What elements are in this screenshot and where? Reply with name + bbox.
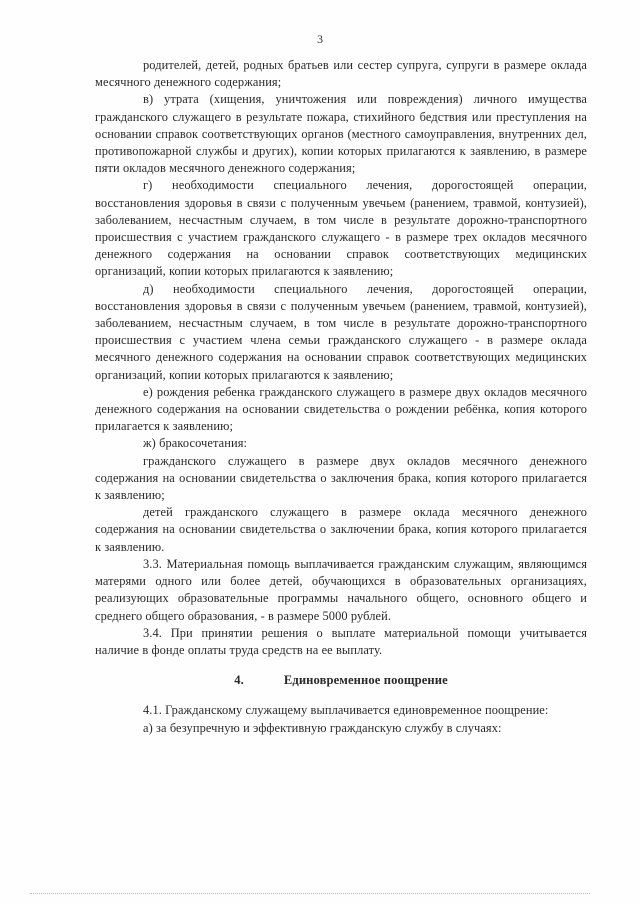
paragraph-item-e: е) рождения ребенка гражданского служащего в размере двух окладов месячного денежного содержания на основании свидетельства о рождении ребёнка, копия которого прилагается к заявлению;	[95, 384, 587, 434]
page-number: 3	[317, 32, 323, 46]
paragraph-item-v: в) утрата (хищения, уничтожения или повреждения) личного имущества гражданского служащего в результате пожара, стихийного бедствия или преступления на основании справок соответствующих органов (местного самоуправления, внутренних дел, противопожарной службы и других), копии которых прилагаются к заявлению, в размере пяти окладов месячного денежного содержания;	[95, 92, 587, 176]
paragraph-continuation: родителей, детей, родных братьев или сестер супруга, супруги в размере оклада месячного денежного содержания;	[95, 58, 587, 90]
paragraph-item-zh: ж) бракосочетания:	[143, 436, 248, 451]
section-heading	[95, 672, 587, 689]
paragraph-marriage-children: детей гражданского служащего в размере оклада месячного денежного содержания на основании свидетельства о заключении брака, копия которого прилагается к заявлению.	[95, 505, 587, 554]
paragraph-4-1-a: а) за безупречную и эффективную гражданскую службу в случаях:	[143, 720, 502, 735]
scan-footer-artifact	[30, 893, 590, 894]
paragraph-item-g: г) необходимости специального лечения, дорогостоящей операции, восстановления здоровья в связи с полученным увечьем (ранением, травмой, контузией), заболеванием, несчастным случаем, в том числе в результате дорожно-транспортного происшествия с участием гражданского служащего - в размере трех окладов месячного денежного содержания на основании справок соответствующих медицинских организаций, копии которых прилагаются к заявлению;	[95, 178, 587, 279]
document-body	[95, 57, 587, 737]
section-title: Единовременное поощрение	[283, 673, 448, 688]
paragraph-3-4: 3.4. При принятии решения о выплате материальной помощи учитывается наличие в фонде оплаты труда средств на ее выплату.	[95, 625, 587, 657]
section-number: 4.	[234, 673, 244, 688]
paragraph-item-d: д) необходимости специального лечения, дорогостоящей операции, восстановления здоровья в связи с полученным увечьем (ранением, травмой, контузией), заболеванием, несчастным случаем, в том числе в результате дорожно-транспортного происшествия с участием члена семьи гражданского служащего - в размере оклада месячного денежного содержания на основании справок соответствующих медицинских организаций, копии которых прилагаются к заявлению;	[95, 281, 587, 382]
paragraph-marriage-employee: гражданского служащего в размере двух окладов месячного денежного содержания на основании свидетельства о заключения брака, копия которого прилагается к заявлению;	[95, 453, 587, 503]
paragraph-3-3: 3.3. Материальная помощь выплачивается гражданским служащим, являющимся матерями одного или более детей, обучающихся в образовательных организациях, реализующих образовательные программы начального общего, основного общего и среднего общего образования, - в размере 5000 рублей.	[95, 556, 587, 623]
paragraph-4-1: 4.1. Гражданскому служащему выплачивается единовременное поощрение:	[143, 703, 549, 718]
